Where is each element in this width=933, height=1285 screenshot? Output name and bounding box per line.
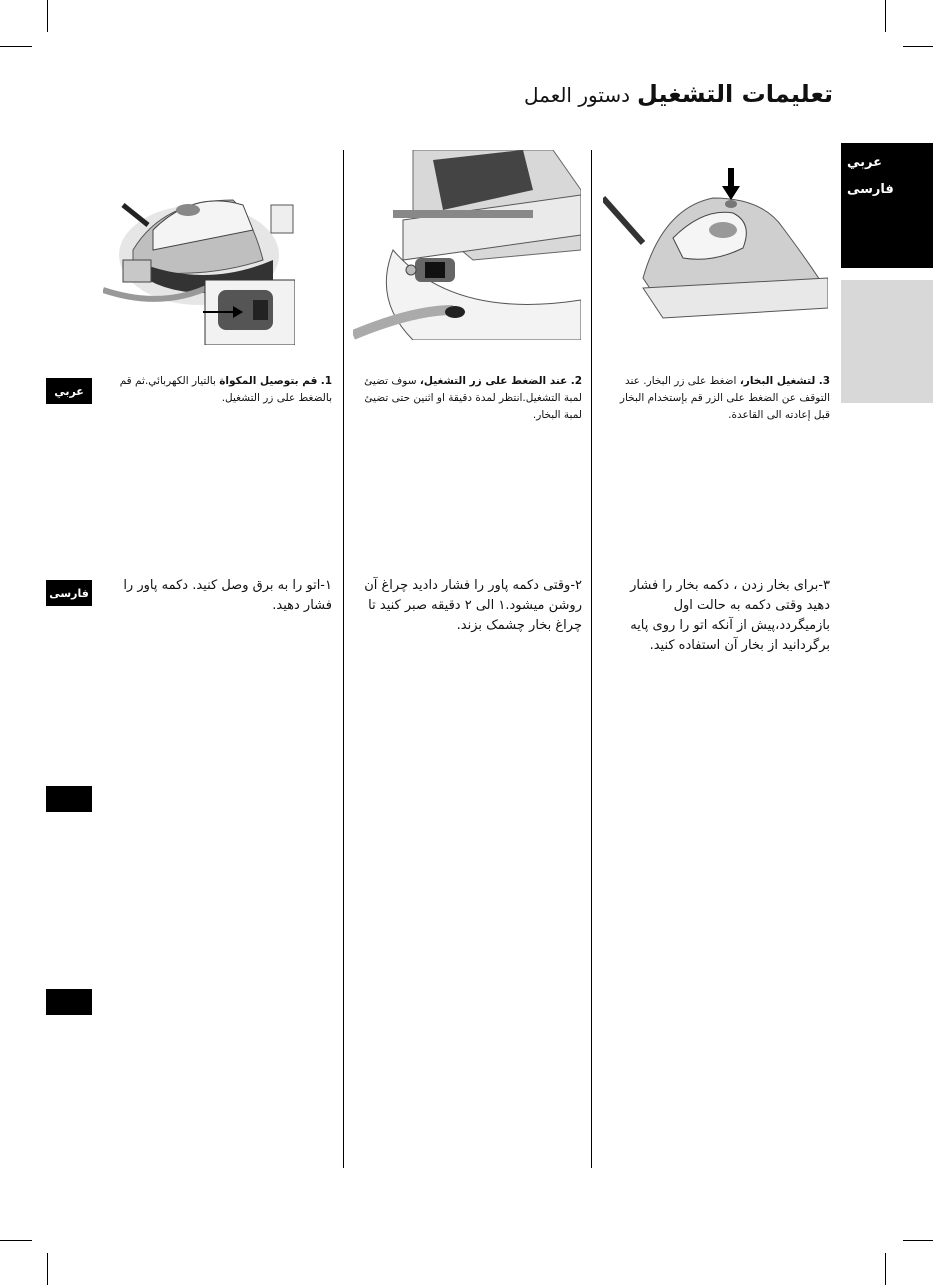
crop-mark-bl-v	[47, 1253, 48, 1285]
crop-mark-br-h	[903, 1240, 933, 1241]
step-fa-2: ۲-وقتی دکمه پاور را فشار دادید چراغ آن روشن میشود.۱ الی ۲ دقیقه صبر کنید تا چراغ بخار چشمک بزند.	[364, 578, 582, 633]
row-label-farsi: فارسی	[46, 580, 92, 606]
column-divider-right	[591, 150, 592, 1168]
step-ar-2-bold: عند الضغط على زر التشغيل،	[419, 375, 568, 387]
crop-mark-tr-h	[903, 46, 933, 47]
iron-power-button-image	[353, 150, 581, 340]
page-title-main: تعليمات التشغيل	[637, 80, 833, 108]
step-ar-1-text: بالتيار الكهربائي.ثم قم بالضغط على زر التشغيل.	[119, 375, 332, 404]
step-ar-3-text: اضغط على زر البخار. عند التوقف عن الضغط على الزر قم بإستخدام البخار قبل إعادته الى القاعدة.	[619, 375, 830, 421]
language-tab-active[interactable]	[841, 143, 933, 268]
step-ar-2-num: 2.	[570, 375, 582, 387]
side-tab-arabic: عربي	[847, 155, 883, 170]
crop-mark-bl-h	[0, 1240, 32, 1241]
crop-mark-br-v	[885, 1253, 886, 1285]
row-label-empty-2	[46, 989, 92, 1015]
step-fa-3: ۳-برای بخار زدن ، دکمه بخار را فشار دهید وقتی دکمه به حالت اول بازمیگردد،پیش از آنکه اتو را روی پایه برگردانید از بخار آن استفاده کنید.	[630, 578, 830, 653]
crop-mark-tl-v	[47, 0, 48, 32]
step-ar-3	[612, 373, 830, 424]
page-title-sub: دستور العمل	[523, 83, 631, 107]
row-label-empty-1	[46, 786, 92, 812]
language-tab-inactive[interactable]	[841, 280, 933, 403]
column-divider-left	[343, 150, 344, 1168]
step-ar-3-num: 3.	[818, 375, 830, 387]
crop-mark-tr-v	[885, 0, 886, 32]
row-label-arabic: عربي	[46, 378, 92, 404]
step-ar-1-num: 1.	[320, 375, 332, 387]
page-title	[502, 80, 833, 108]
step-ar-2-text: سوف تضيئ لمبة التشغيل.انتظر لمدة دقيقة او اثنين حتى تضيئ لمبة البخار.	[364, 375, 582, 421]
crop-mark-tl-h	[0, 46, 32, 47]
step-fa-1: ۱-اتو را به برق وصل کنید. دکمه پاور را فشار دهید.	[123, 578, 332, 613]
step-ar-1-bold: قم بتوصيل المكواة	[219, 375, 318, 387]
iron-steam-button-image	[603, 168, 828, 323]
iron-plug-image	[103, 160, 295, 345]
step-ar-2	[360, 373, 582, 424]
step-ar-3-bold: لتشغيل البخار،	[739, 375, 816, 387]
side-tab-farsi: فارسی	[847, 182, 894, 197]
step-ar-1	[112, 373, 332, 407]
